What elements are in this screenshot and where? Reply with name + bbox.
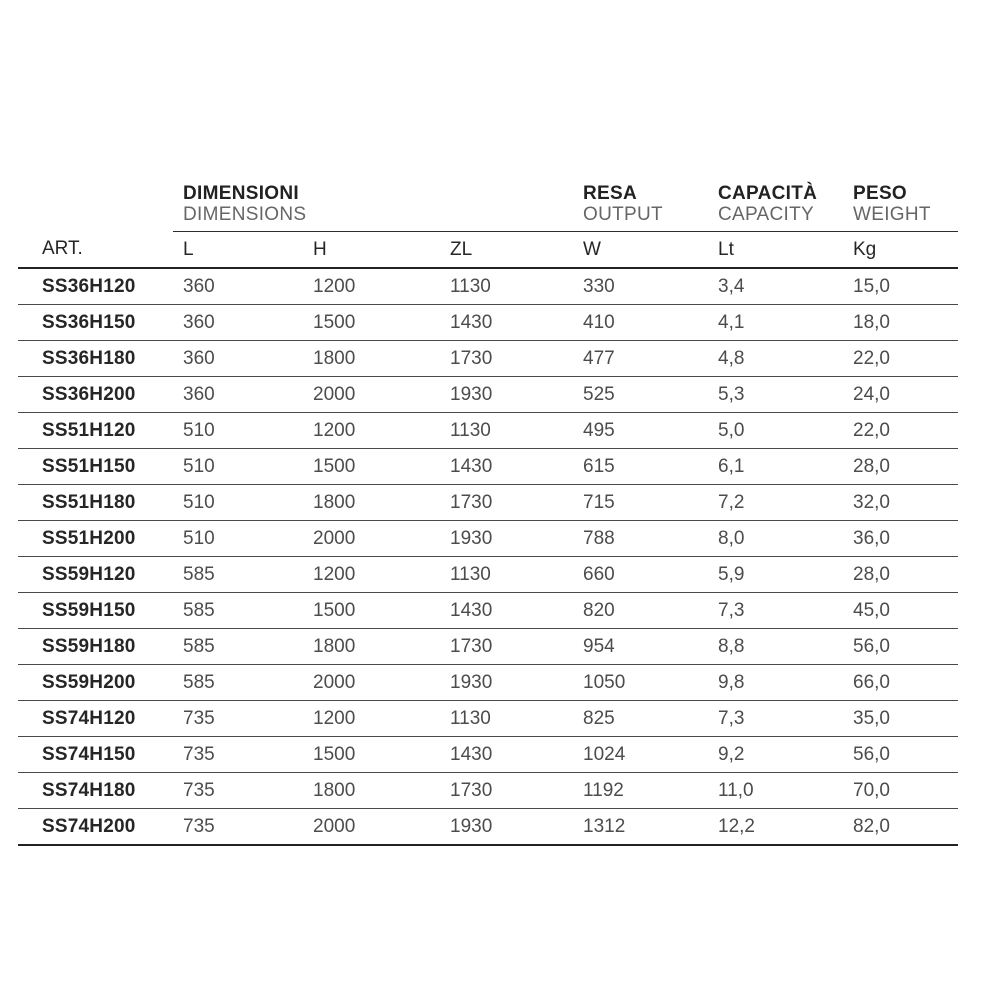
table-row bbox=[18, 377, 958, 413]
column-header-l: L bbox=[173, 232, 303, 269]
cell-l: 510 bbox=[173, 449, 303, 485]
cell-l: 585 bbox=[173, 665, 303, 701]
cell-w: 954 bbox=[573, 629, 708, 665]
cell-lt: 9,2 bbox=[708, 737, 843, 773]
cell-l: 735 bbox=[173, 809, 303, 846]
cell-h: 1800 bbox=[303, 341, 440, 377]
cell-kg: 35,0 bbox=[843, 701, 958, 737]
cell-w: 1050 bbox=[573, 665, 708, 701]
group-header-capacity bbox=[708, 175, 843, 232]
cell-lt: 7,3 bbox=[708, 701, 843, 737]
cell-art: SS59H180 bbox=[18, 629, 173, 665]
cell-h: 1500 bbox=[303, 737, 440, 773]
table-row bbox=[18, 521, 958, 557]
cell-l: 585 bbox=[173, 593, 303, 629]
cell-art: SS59H200 bbox=[18, 665, 173, 701]
cell-h: 1800 bbox=[303, 629, 440, 665]
table-row bbox=[18, 665, 958, 701]
cell-h: 1200 bbox=[303, 557, 440, 593]
cell-lt: 7,2 bbox=[708, 485, 843, 521]
table-row bbox=[18, 557, 958, 593]
cell-lt: 11,0 bbox=[708, 773, 843, 809]
cell-w: 477 bbox=[573, 341, 708, 377]
cell-w: 1192 bbox=[573, 773, 708, 809]
table-row bbox=[18, 305, 958, 341]
cell-l: 360 bbox=[173, 377, 303, 413]
cell-art: SS36H150 bbox=[18, 305, 173, 341]
cell-zl: 1730 bbox=[440, 629, 573, 665]
cell-h: 1200 bbox=[303, 701, 440, 737]
table-row bbox=[18, 629, 958, 665]
cell-art: SS74H150 bbox=[18, 737, 173, 773]
group-header-row bbox=[18, 175, 958, 232]
cell-l: 360 bbox=[173, 341, 303, 377]
cell-w: 788 bbox=[573, 521, 708, 557]
table-row bbox=[18, 701, 958, 737]
cell-kg: 56,0 bbox=[843, 629, 958, 665]
cell-zl: 1130 bbox=[440, 557, 573, 593]
cell-kg: 56,0 bbox=[843, 737, 958, 773]
cell-h: 1200 bbox=[303, 413, 440, 449]
cell-kg: 36,0 bbox=[843, 521, 958, 557]
column-header-h: H bbox=[303, 232, 440, 269]
table-row bbox=[18, 485, 958, 521]
cell-w: 1024 bbox=[573, 737, 708, 773]
cell-zl: 1130 bbox=[440, 701, 573, 737]
cell-w: 410 bbox=[573, 305, 708, 341]
cell-zl: 1930 bbox=[440, 521, 573, 557]
cell-l: 510 bbox=[173, 521, 303, 557]
cell-art: SS74H180 bbox=[18, 773, 173, 809]
cell-w: 495 bbox=[573, 413, 708, 449]
cell-l: 510 bbox=[173, 485, 303, 521]
cell-lt: 4,1 bbox=[708, 305, 843, 341]
cell-art: SS59H150 bbox=[18, 593, 173, 629]
group-header-weight bbox=[843, 175, 958, 232]
cell-lt: 8,0 bbox=[708, 521, 843, 557]
column-header-zl: ZL bbox=[440, 232, 573, 269]
cell-kg: 22,0 bbox=[843, 413, 958, 449]
cell-l: 510 bbox=[173, 413, 303, 449]
cell-lt: 3,4 bbox=[708, 268, 843, 305]
cell-lt: 12,2 bbox=[708, 809, 843, 846]
cell-kg: 22,0 bbox=[843, 341, 958, 377]
cell-kg: 15,0 bbox=[843, 268, 958, 305]
cell-w: 330 bbox=[573, 268, 708, 305]
cell-kg: 24,0 bbox=[843, 377, 958, 413]
cell-l: 585 bbox=[173, 557, 303, 593]
cell-h: 1500 bbox=[303, 449, 440, 485]
cell-art: SS51H200 bbox=[18, 521, 173, 557]
column-header-lt: Lt bbox=[708, 232, 843, 269]
table-row bbox=[18, 593, 958, 629]
cell-h: 1500 bbox=[303, 593, 440, 629]
cell-kg: 32,0 bbox=[843, 485, 958, 521]
cell-lt: 9,8 bbox=[708, 665, 843, 701]
group-label-resa: RESA bbox=[583, 183, 637, 204]
cell-l: 735 bbox=[173, 701, 303, 737]
group-header-spacer bbox=[18, 175, 173, 232]
cell-w: 825 bbox=[573, 701, 708, 737]
table-row bbox=[18, 268, 958, 305]
group-header-output bbox=[573, 175, 708, 232]
cell-w: 715 bbox=[573, 485, 708, 521]
group-label-output: OUTPUT bbox=[583, 204, 663, 225]
product-spec-table bbox=[18, 175, 958, 846]
spec-table-wrap bbox=[18, 175, 958, 846]
cell-lt: 4,8 bbox=[708, 341, 843, 377]
cell-l: 735 bbox=[173, 773, 303, 809]
cell-art: SS36H200 bbox=[18, 377, 173, 413]
cell-art: SS51H180 bbox=[18, 485, 173, 521]
cell-kg: 18,0 bbox=[843, 305, 958, 341]
cell-h: 1500 bbox=[303, 305, 440, 341]
cell-lt: 5,3 bbox=[708, 377, 843, 413]
cell-zl: 1430 bbox=[440, 593, 573, 629]
table-row bbox=[18, 341, 958, 377]
group-label-dimensions: DIMENSIONS bbox=[183, 204, 307, 225]
cell-kg: 70,0 bbox=[843, 773, 958, 809]
table-row bbox=[18, 809, 958, 846]
cell-lt: 5,0 bbox=[708, 413, 843, 449]
group-label-weight: WEIGHT bbox=[853, 204, 931, 225]
cell-w: 820 bbox=[573, 593, 708, 629]
group-label-dimensioni: DIMENSIONI bbox=[183, 183, 299, 204]
cell-zl: 1130 bbox=[440, 413, 573, 449]
cell-lt: 5,9 bbox=[708, 557, 843, 593]
cell-h: 2000 bbox=[303, 521, 440, 557]
cell-l: 585 bbox=[173, 629, 303, 665]
cell-h: 1800 bbox=[303, 773, 440, 809]
cell-l: 735 bbox=[173, 737, 303, 773]
cell-art: SS74H120 bbox=[18, 701, 173, 737]
column-header-w: W bbox=[573, 232, 708, 269]
table-row bbox=[18, 773, 958, 809]
table-row bbox=[18, 413, 958, 449]
table-row bbox=[18, 737, 958, 773]
column-header-row bbox=[18, 232, 958, 269]
cell-h: 1200 bbox=[303, 268, 440, 305]
cell-zl: 1730 bbox=[440, 485, 573, 521]
cell-kg: 45,0 bbox=[843, 593, 958, 629]
cell-zl: 1130 bbox=[440, 268, 573, 305]
cell-zl: 1430 bbox=[440, 305, 573, 341]
cell-lt: 7,3 bbox=[708, 593, 843, 629]
group-header-dimensions bbox=[173, 175, 573, 232]
column-header-art: ART. bbox=[18, 232, 173, 269]
cell-kg: 28,0 bbox=[843, 557, 958, 593]
cell-w: 525 bbox=[573, 377, 708, 413]
cell-zl: 1430 bbox=[440, 449, 573, 485]
cell-art: SS74H200 bbox=[18, 809, 173, 846]
cell-zl: 1930 bbox=[440, 809, 573, 846]
cell-kg: 82,0 bbox=[843, 809, 958, 846]
cell-h: 2000 bbox=[303, 809, 440, 846]
cell-art: SS36H120 bbox=[18, 268, 173, 305]
cell-h: 1800 bbox=[303, 485, 440, 521]
cell-h: 2000 bbox=[303, 377, 440, 413]
cell-l: 360 bbox=[173, 305, 303, 341]
cell-l: 360 bbox=[173, 268, 303, 305]
cell-lt: 8,8 bbox=[708, 629, 843, 665]
cell-zl: 1930 bbox=[440, 665, 573, 701]
cell-art: SS51H120 bbox=[18, 413, 173, 449]
cell-art: SS36H180 bbox=[18, 341, 173, 377]
cell-w: 615 bbox=[573, 449, 708, 485]
group-label-capacita: CAPACITÀ bbox=[718, 183, 818, 204]
cell-zl: 1730 bbox=[440, 341, 573, 377]
cell-kg: 28,0 bbox=[843, 449, 958, 485]
cell-zl: 1430 bbox=[440, 737, 573, 773]
cell-w: 1312 bbox=[573, 809, 708, 846]
cell-zl: 1930 bbox=[440, 377, 573, 413]
cell-h: 2000 bbox=[303, 665, 440, 701]
cell-art: SS51H150 bbox=[18, 449, 173, 485]
table-row bbox=[18, 449, 958, 485]
cell-kg: 66,0 bbox=[843, 665, 958, 701]
group-label-peso: PESO bbox=[853, 183, 907, 204]
cell-zl: 1730 bbox=[440, 773, 573, 809]
cell-lt: 6,1 bbox=[708, 449, 843, 485]
column-header-kg: Kg bbox=[843, 232, 958, 269]
cell-art: SS59H120 bbox=[18, 557, 173, 593]
cell-w: 660 bbox=[573, 557, 708, 593]
group-label-capacity: CAPACITY bbox=[718, 204, 815, 225]
